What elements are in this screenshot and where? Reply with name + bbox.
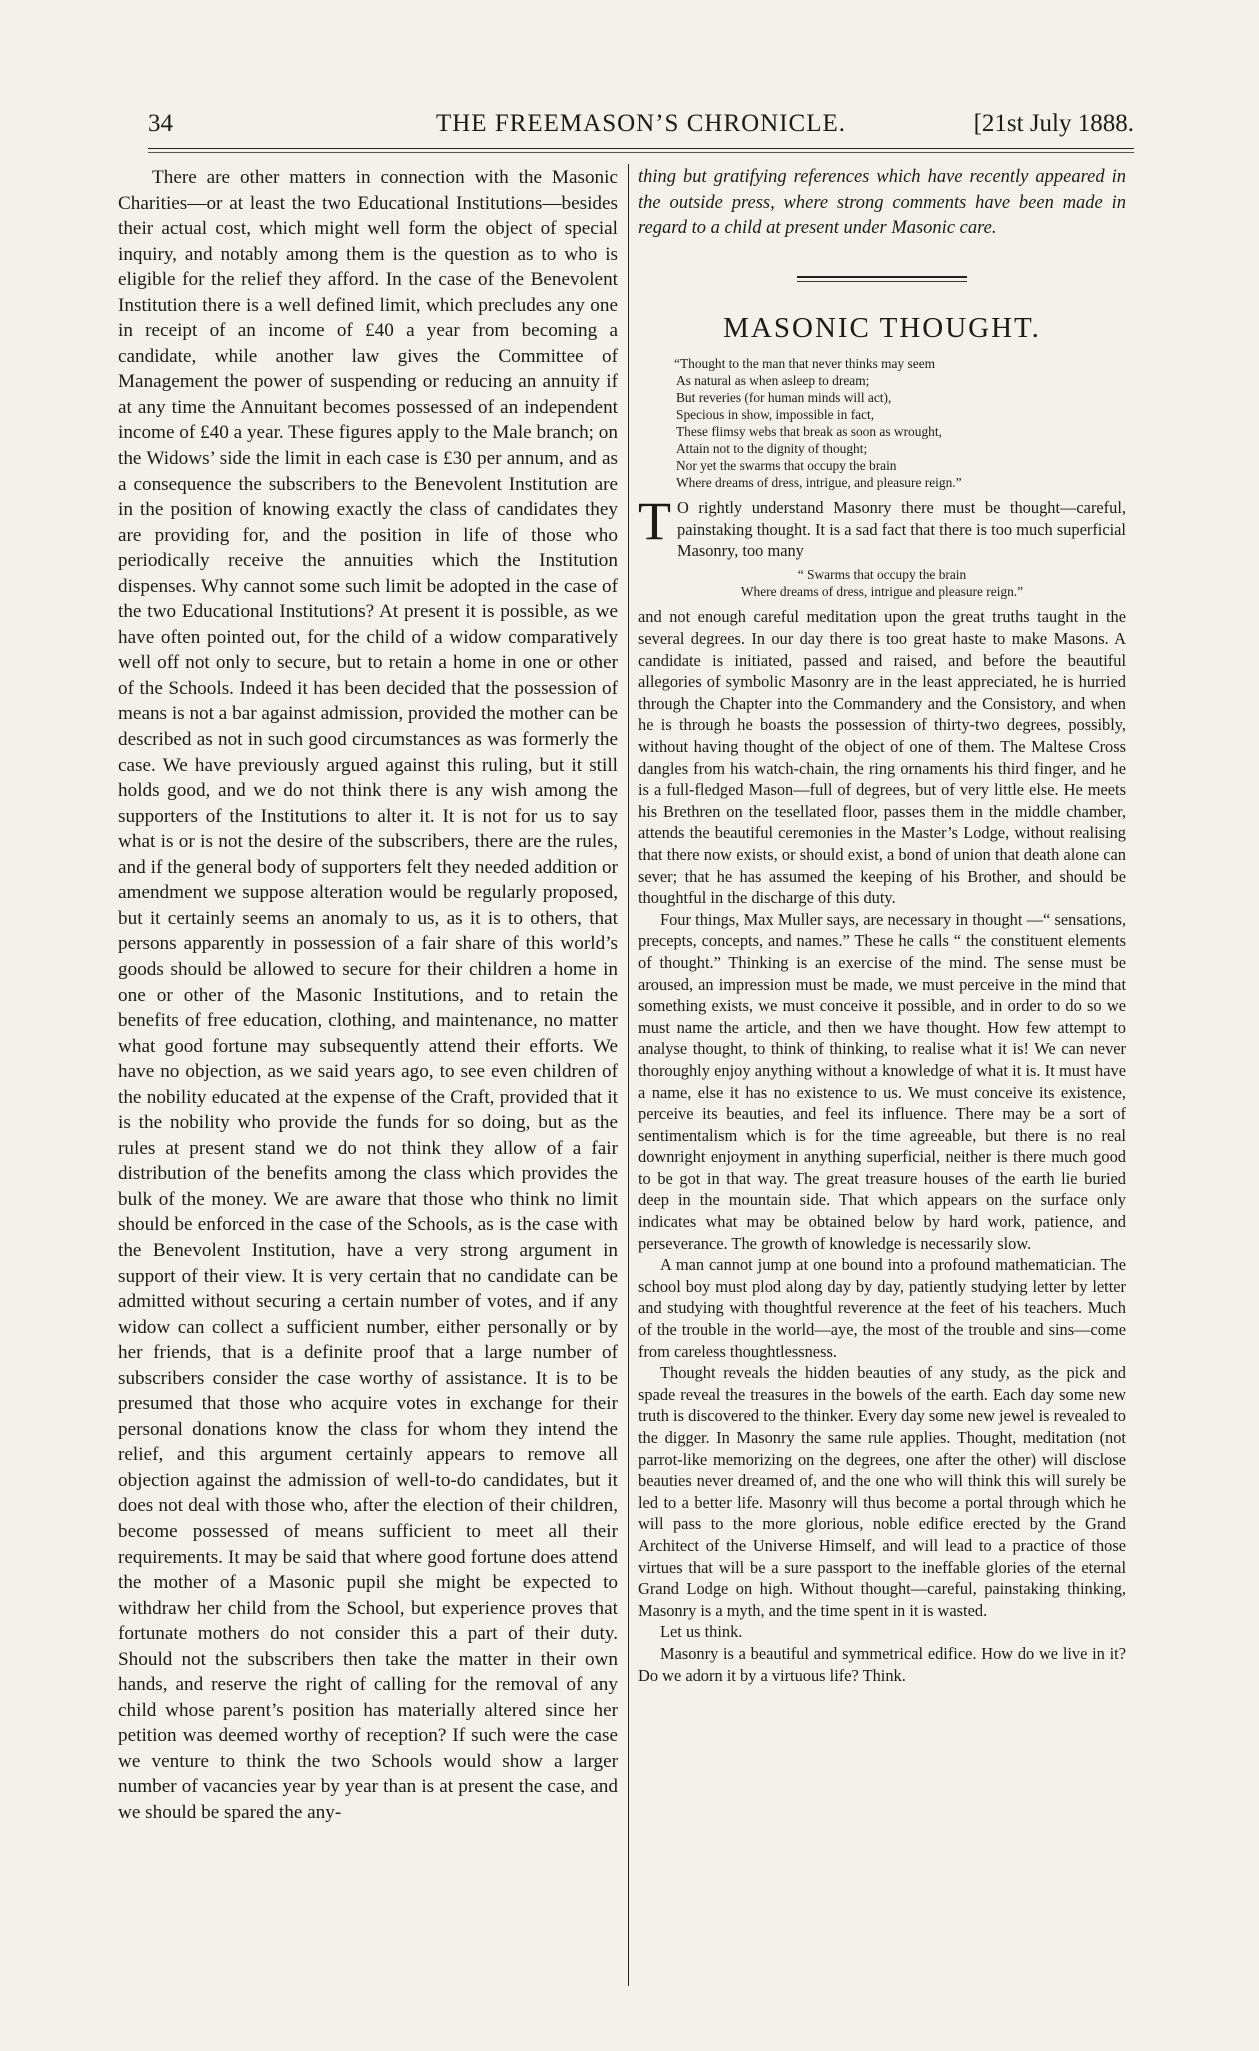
quote-line: “ Swarms that occupy the brain: [797, 567, 967, 583]
drop-cap: T: [638, 491, 671, 552]
poem-line: But reveries (for human minds will act),: [676, 389, 892, 405]
article-paragraph: Thought reveals the hidden beauties of any study, as the pick and spade reveal the treasures in the bowels of the earth. Each day some new truth is discovered to the thinker. Every day some new jewel is revealed to the digger. In Masonry the same rule applies. Thought, meditation (not parrot-like memorizing on the degrees, one after the other) will disclose beauties never dreamed of, and the one who will think this will surely be led to a better life. Masonry will thus become a portal through which he will pass to the more glorious, noble edifice erected by the Grand Architect of the Universe Himself, and will lead to a practice of those virtues that will be a sure passport to the ineffable glories of the eternal Grand Lodge on high. Without thought—careful, painstaking thinking, Masonry is a myth, and the time spent in it is wasted.: [638, 1363, 1126, 1620]
issue-date: [21st July 1888.: [973, 110, 1134, 137]
right-column: [638, 165, 1126, 1686]
page-header: [148, 108, 1134, 148]
poem-line: Where dreams of dress, intrigue, and pleasure reign.”: [676, 475, 962, 491]
intro-paragraph: [638, 491, 1126, 562]
journal-title: THE FREEMASON’S CHRONICLE.: [435, 110, 847, 137]
article-paragraph: Masonry is a beautiful and symmetrical edifice. How do we live in it? Do we adorn it by a virtuous life? Think.: [638, 1643, 1126, 1685]
inline-quote: [638, 566, 1126, 600]
section-separator: [797, 276, 967, 278]
article-paragraph: Four things, Max Muller says, are necessary in thought —“ sensations, precepts, concepts, and names.” These he calls “ the constituent elements of thought.” Thinking is an exercise of the mind. The sense must be aroused, an impression must be made, we must perceive in the mind that something exists, we must conceive it possible, and in order to do so we must name the article, and then we have thought. How few attempt to analyse thought, to think of thinking, to realise what it is! We can never thoroughly enjoy anything without a knowledge of what it is. It must have a name, else it has no existence to us. We must conceive its existence, perceive its beauties, and feel its influence. There may be a sort of sentimentalism which is for the time agreeable, but there is no real downright enjoyment in anything superficial, neither is there much good to be got in that way. The great treasure houses of the earth lie buried deep in the mountain side. That which appears on the surface only indicates what may be obtained below by hard work, patience, and perseverance. The growth of knowledge is necessarily slow.: [638, 909, 1126, 1253]
poem-line: Nor yet the swarms that occupy the brain: [676, 458, 897, 474]
article-paragraph: and not enough careful meditation upon the great truths taught in the several degrees. In our day there is too great haste to make Masons. A candidate is initiated, passed and raised, and before the beautiful allegories of symbolic Masonry are in the least appreciated, he is hurried through the Chapter into the Commandery and the Consistory, and when he is through he boasts the possession of thirty-two degrees, possibly, without having thought of the object of one of them. The Maltese Cross dangles from his watch-chain, the ring ornaments his third finger, and he is a full-fledged Mason—full of degrees, but of very little else. He meets his Brethren on the tesellated floor, passes them in the middle chamber, attends the beautiful ceremonies in the Master’s Lodge, without realising that there now exists, or should exist, a bond of union that death alone can sever; that he has assumed the keeping of his Brother, and should be thoughtful in the discharge of this duty.: [638, 607, 1126, 908]
poem-line: As natural as when asleep to dream;: [676, 372, 870, 388]
left-column: [118, 165, 618, 1826]
section-separator-thin: [797, 281, 967, 282]
section-title: MASONIC THOUGHT.: [723, 311, 1041, 344]
article-paragraph: Let us think.: [660, 1622, 743, 1642]
header-rule: [148, 148, 1134, 149]
poem-line: Specious in show, impossible in fact,: [676, 406, 875, 422]
charities-article-continuation: thing but gratifying references which have recently appeared in the outside press, where strong comments have been made in regard to a child at present under Masonic care.: [638, 167, 1126, 238]
intro-text: O rightly understand Masonry there must be thought—careful, painstaking thought. It is a sad fact that there is too much superficial Masonry, too many: [677, 498, 1126, 561]
poem-line: “Thought to the man that never thinks may seem: [674, 355, 936, 371]
poem-line: Attain not to the dignity of thought;: [676, 440, 868, 456]
page-number: 34: [148, 110, 173, 137]
charities-article-paragraph: There are other matters in connection with the Masonic Charities—or at least the two Educational Institutions—besides their actual cost, which might well form the object of special inquiry, and notably among them is the question as to who is eligible for the relief they afford. In the case of the Benevolent Institution there is a well defined limit, which precludes any one in receipt of an income of £40 a year from becoming a candidate, while another law gives the Committee of Management the power of suspending or reducing an annuity if at any time the Annuitant becomes possessed of an independent income of £40 a year. These figures apply to the Male branch; on the Widows’ side the limit in each case is £30 per annum, and as a consequence the subscribers to the Benevolent Institution are in the position of knowing exactly the class of candidates they are providing for, and the position in life of those who periodically receive the annuities which the Institution dispenses. Why cannot some such limit be adopted in the case of the two Educational Institutions? At present it is possible, as we have often pointed out, for the child of a widow comparatively well off not only to secure, but to retain a home in one or other of the Schools. Indeed it has been decided that the possession of means is not a bar against admission, provided the mother can be described as not in such good circumstances as was formerly the case. We have previously argued against this ruling, but it still holds good, and we do not think there is any wish among the supporters of the Institutions to alter it. It is not for us to say what is or is not the desire of the subscribers, there are the rules, and if the general body of supporters felt they needed addition or amendment we suppose alteration would be regularly proposed, but it certainly seems an anomaly to us, as it is to others, that persons apparently in possession of a fair share of this world’s goods should be allowed to secure for their children a home in one or other of the Masonic Institutions, and to retain the benefits of free education, clothing, and maintenance, no matter what good fortune may subsequently attend their efforts. We have no objection, as we said years ago, to see even children of the nobility educated at the expense of the Craft, provided that it is the nobility who provide the funds for so doing, but as the rules at present stand we do not think they allow of a fair distribution of the benefits among the class which provides the bulk of the money. We are aware that those who think no limit should be enforced in the case of the Schools, as is the case with the Benevolent Institution, have a very strong argument in support of their view. It is very certain that no candidate can be admitted without securing a certain number of votes, and if any widow can collect a sufficient number, either personally or by her friends, that is a definite proof that a large number of subscribers consider the case worthy of assistance. It is to be presumed that those who acquire votes in exchange for their personal donations know the class for whom they intend the relief, and this argument certainly appears to remove all objection against the admission of well-to-do candidates, but it does not deal with those who, after the election of their children, become possessed of means sufficient to meet all their requirements. It may be said that where good fortune does attend the mother of a Masonic pupil she might be expected to withdraw her child from the School, but experience proves that fortunate mothers do not consider this a part of their duty. Should not the subscribers then take the matter in their own hands, and reserve the right of calling for the removal of any child whose parent’s position has materially altered since her petition was deemed worthy of reception? If such were the case we venture to think the two Schools would show a larger number of vacancies year by year than is at present the case, and we should be spared the any-: [118, 167, 618, 1823]
article-paragraph: A man cannot jump at one bound into a profound mathematician. The school boy must plod along day by day, patiently studying letter by letter and studying with thoughtful reverence at the feet of his teachers. Much of the trouble in the world—aye, the most of the trouble and sins—come from careless thoughtlessness.: [638, 1255, 1126, 1361]
epigraph-poem: [674, 355, 1126, 492]
header-rule-secondary: [148, 152, 1134, 153]
quote-line: Where dreams of dress, intrigue and pleasure reign.”: [740, 584, 1024, 600]
poem-line: These flimsy webs that break as soon as wrought,: [676, 423, 942, 439]
column-divider: [628, 164, 629, 1986]
